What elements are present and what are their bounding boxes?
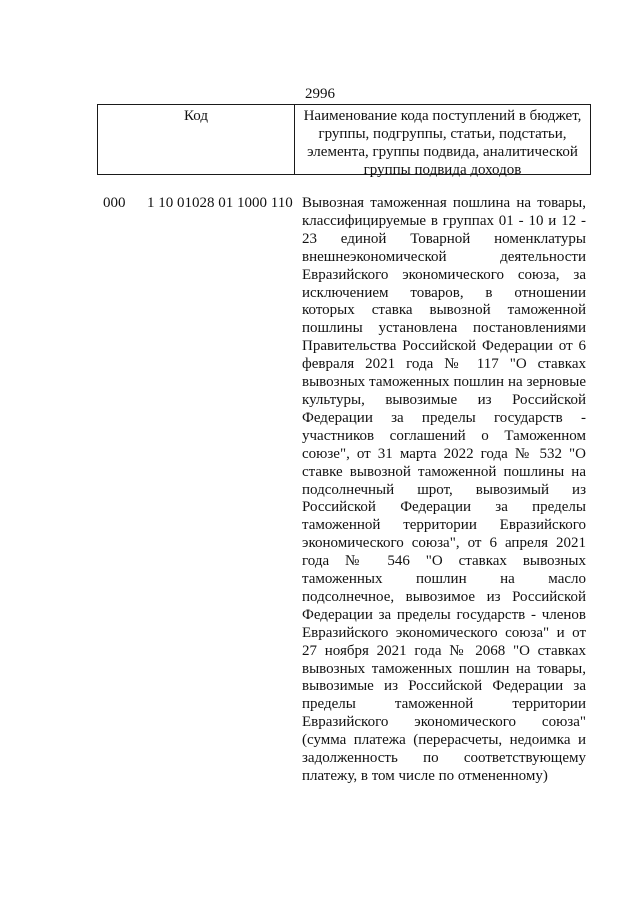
header-code-column: Код <box>98 105 295 174</box>
header-name-column: Наименование кода поступлений в бюджет, группы, подгруппы, статьи, подстатьи, элемента, группы подвида, аналитической группы подвида доходов <box>303 108 582 178</box>
revenue-description-cell: Вывозная таможенная пошлина на товары, классифицируемые в группах 01 - 10 и 12 - 23 единой Товарной номенклатуры внешнеэкономической деятельности Евразийского экономического союза, за исключением товаров, в отношении которых ставка вывозной таможенной пошлины установлена постановлениями Правительства Российской Федерации от 6 февраля 2021 года № 117 "О ставках вывозных таможенных пошлин на зерновые культуры, вывозимые из Российской Федерации за пределы государств - участников соглашений о Таможенном союзе", от 31 марта 2022 года № 532 "О ставке вывозной таможенной пошлины на подсолнечный шрот, вывозимый из Российской Федерации за пределы таможенной территории Евразийского экономического союза", от 6 апреля 2021 года № 546 "О ставках вывозных таможенных пошлин на масло подсолнечное, вывозимое из Российской Федерации за пределы государств - членов Евразийского экономического союза" и от 27 ноября 2021 года № 2068 "О ставках вывозных таможенных пошлин на товары, вывозимые из Российской Федерации за пределы таможенной территории Евразийского экономического союза" (сумма платежа (перерасчеты, недоимка и задолженность по соответствующему платежу, в том числе по отмененному) <box>302 195 586 784</box>
page-number: 2996 <box>305 86 335 102</box>
admin-code-cell: 000 <box>103 195 126 211</box>
table-header <box>97 104 591 178</box>
revenue-code-cell: 1 10 01028 01 1000 110 <box>147 195 293 211</box>
